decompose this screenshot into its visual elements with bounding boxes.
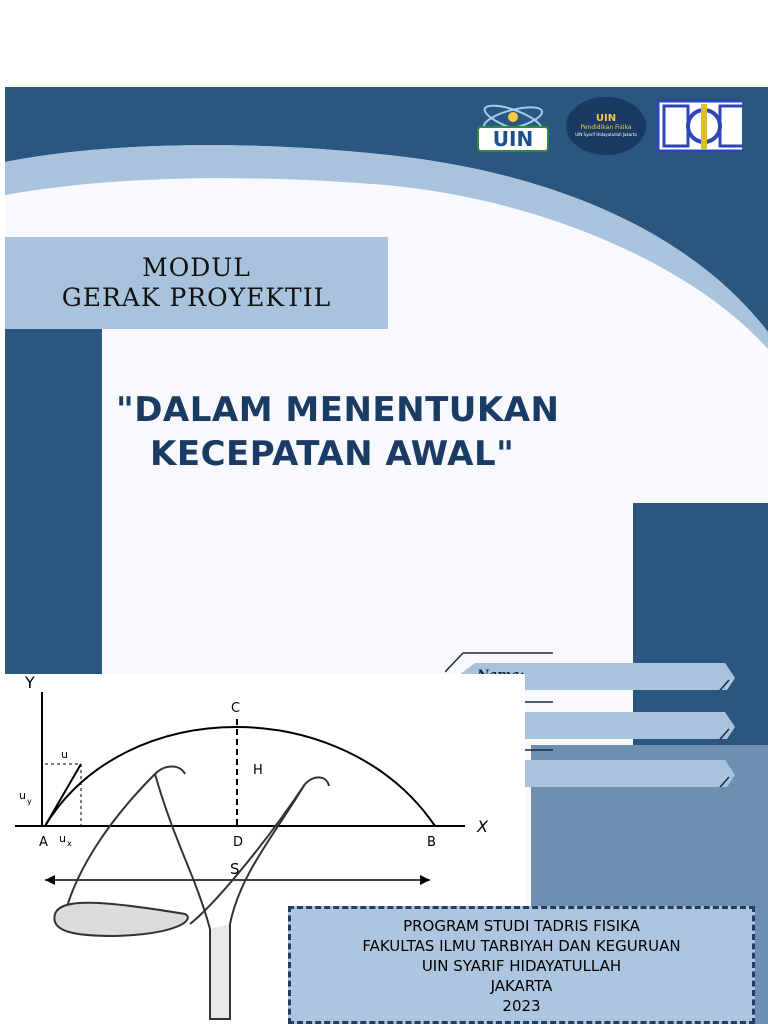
module-title [5, 237, 388, 329]
institution-line-2: FAKULTAS ILMU TARBIYAH DAN KEGURUAN [362, 937, 681, 955]
velocity-label: u [61, 748, 68, 761]
phi-logo-icon [656, 97, 742, 155]
module-cover [5, 87, 768, 1024]
pendidikan-fisika-logo [566, 97, 646, 155]
subtitle-line-2: KECEPATAN AWAL" [150, 434, 515, 474]
pendidikan-fisika-logo-caption: UIN Syarif Hidayatullah Jakarta [575, 132, 637, 137]
velocity-y-label: u [19, 789, 26, 802]
uin-logo-icon [470, 97, 556, 155]
institution-line-4: JAKARTA [490, 977, 553, 995]
point-d-label: D [233, 835, 244, 850]
point-c-label: C [231, 701, 241, 716]
logos-row [470, 97, 742, 155]
pendidikan-fisika-logo-text: Pendidikan Fisika [580, 124, 632, 131]
point-a-label: A [39, 835, 48, 850]
title-line-2: GERAK PROYEKTIL [61, 283, 332, 312]
x-axis-label: X [477, 817, 488, 836]
range-label: S [230, 860, 240, 878]
velocity-x-label: u [59, 832, 66, 845]
fisika-phi-logo [656, 97, 742, 155]
svg-text:UIN: UIN [492, 127, 534, 151]
height-label: H [253, 763, 263, 778]
pendidikan-fisika-logo-mark: UIN [595, 113, 617, 124]
y-axis-label: Y [25, 674, 35, 692]
institution-line-3: UIN SYARIF HIDAYATULLAH [421, 957, 622, 975]
title-line-1: MODUL [142, 253, 251, 282]
velocity-x-subscript: x [67, 839, 72, 848]
uin-logo [470, 97, 556, 155]
institution-line-5: 2023 [502, 997, 541, 1015]
velocity-y-subscript: y [27, 797, 32, 806]
module-subtitle [110, 388, 670, 476]
institution-box [288, 906, 755, 1024]
subtitle-line-1: "DALAM MENENTUKAN [116, 390, 560, 430]
left-dark-bar [5, 329, 102, 674]
point-b-label: B [427, 835, 436, 850]
institution-line-1: PROGRAM STUDI TADRIS FISIKA [403, 917, 640, 935]
